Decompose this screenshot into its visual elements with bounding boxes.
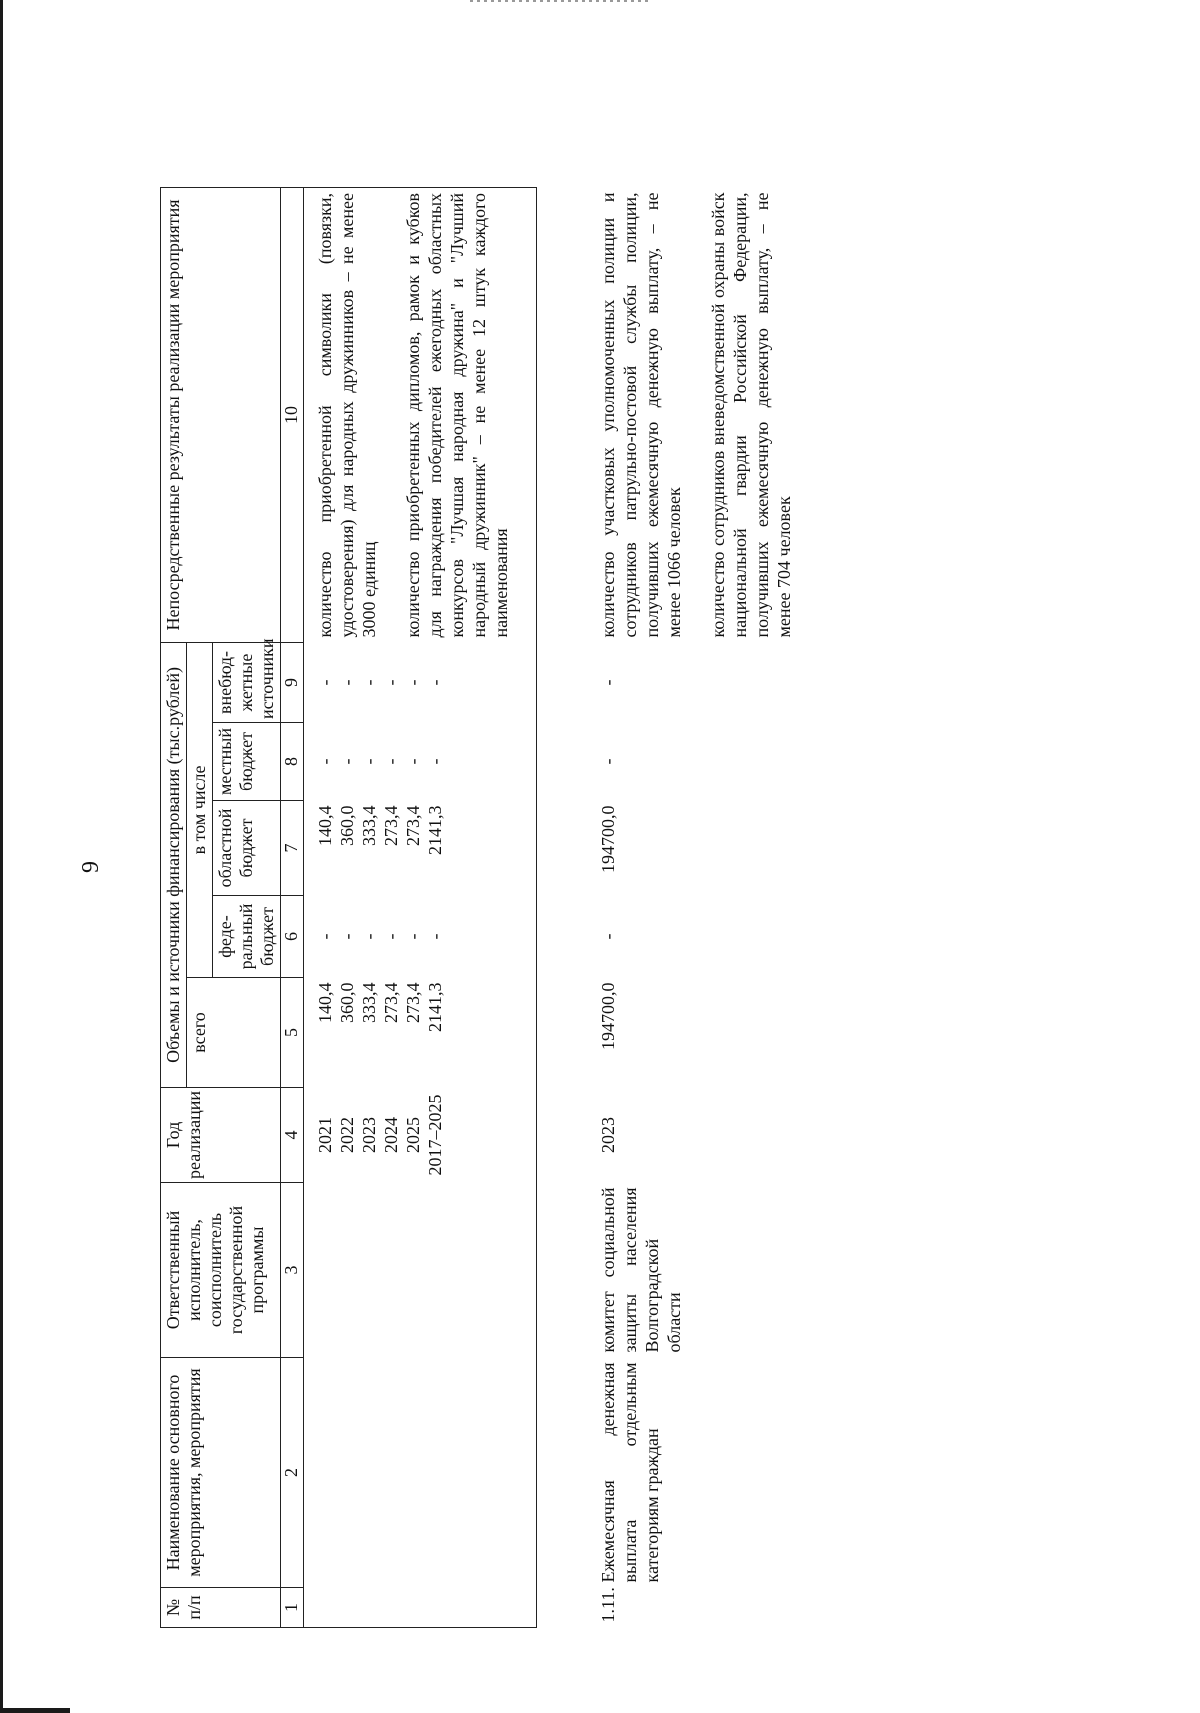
column-number: 1 (281, 1588, 304, 1628)
cell-local (304, 723, 537, 801)
regional-value: 273,4 (381, 805, 401, 846)
result-text: количество приобретенных дипломов, рамок и кубков для награждения победителей ежегодных областных конкурсов "Лучшая народная дружина" и "Лучший народный дружинник" – не менее 12 штук каждого наименования (403, 192, 511, 638)
cell-local: - (597, 758, 618, 765)
cell-results (304, 187, 537, 642)
extrabudget-value: - (337, 679, 357, 686)
extrabudget-value: - (381, 679, 401, 686)
column-number: 8 (281, 723, 304, 801)
table-row-separator (537, 187, 597, 1627)
extrabudget-value: - (315, 679, 335, 686)
regional-value: 140,4 (315, 805, 335, 846)
total-value: 273,4 (381, 982, 401, 1023)
table-row-1-11 (597, 187, 795, 1627)
program-measures-table (160, 187, 795, 1628)
local-value: - (425, 758, 445, 765)
federal-value: - (425, 933, 445, 940)
local-value: - (381, 758, 401, 765)
table-row-continuation (304, 187, 537, 1627)
header-col-extrabudget: внебюд-жетные источники (213, 642, 281, 722)
cell-total (304, 978, 537, 1088)
year-value: 2025 (403, 1117, 423, 1153)
cell-years (304, 1088, 537, 1183)
federal-value: - (315, 933, 335, 940)
cell-federal: - (597, 933, 618, 940)
total-value: 360,0 (337, 982, 357, 1023)
cell-results (597, 187, 795, 642)
cell-name (304, 1358, 537, 1588)
header-col-year: Год реализации (161, 1088, 281, 1183)
column-number: 6 (281, 896, 304, 978)
cell-executor: комитет социальной защиты населения Волгоградской области (597, 1187, 684, 1353)
column-number: 7 (281, 801, 304, 896)
cell-regional (304, 801, 537, 896)
total-value: 273,4 (403, 982, 423, 1023)
regional-value: 333,4 (359, 805, 379, 846)
cell-extrabudget (304, 642, 537, 722)
header-col-executor: Ответственный исполнитель, соисполнитель государственной программы (161, 1183, 281, 1358)
year-value: 2017–2025 (425, 1094, 445, 1176)
total-value: 140,4 (315, 982, 335, 1023)
regional-value: 273,4 (403, 805, 423, 846)
column-number: 9 (281, 642, 304, 722)
header-col-name: Наименование основного мероприятия, мероприятия (161, 1358, 281, 1588)
result-text: количество сотрудников вневедомственной охраны войск национальной гвардии Российской Федерации, получивших ежемесячную денежную выплату, – не менее 704 человек (707, 192, 794, 638)
local-value: - (337, 758, 357, 765)
column-number: 2 (281, 1358, 304, 1588)
cell-no: 1.11. (597, 1587, 618, 1623)
column-number: 5 (281, 978, 304, 1088)
local-value: - (359, 758, 379, 765)
result-text: количество приобретенной символики (повязки, удостоверения) для народных дружинников – не менее 3000 единиц (315, 192, 379, 638)
total-value: 333,4 (359, 982, 379, 1023)
page-number: 9 (78, 861, 104, 873)
header-col-no: № п/п (161, 1588, 281, 1628)
result-text: количество участковых уполномоченных полиции и сотрудников патрульно-постовой службы полиции, получивших ежемесячную денежную выплату, – не менее 1066 человек (597, 192, 684, 638)
regional-value: 360,0 (337, 805, 357, 846)
extrabudget-value: - (425, 679, 445, 686)
extrabudget-value: - (403, 679, 423, 686)
total-value: 2141,3 (425, 982, 445, 1032)
column-number: 3 (281, 1183, 304, 1358)
cell-total: 194700,0 (597, 982, 618, 1050)
cell-regional: 194700,0 (597, 805, 618, 873)
year-value: 2021 (315, 1117, 335, 1153)
header-col-total: всего (187, 978, 281, 1088)
header-col-funding: Объемы и источники финансирования (тыс.рублей) (161, 642, 187, 1087)
header-col-regional: областной бюджет (213, 801, 281, 896)
regional-value: 2141,3 (425, 805, 445, 855)
cell-no (304, 1588, 537, 1628)
column-number: 10 (281, 187, 304, 642)
header-col-including: в том числе (187, 642, 213, 977)
federal-value: - (337, 933, 357, 940)
year-value: 2023 (359, 1117, 379, 1153)
column-number: 4 (281, 1088, 304, 1183)
extrabudget-value: - (359, 679, 379, 686)
cell-extrabudget: - (597, 679, 618, 686)
cell-name: Ежемесячная денежная выплата отдельным категориям граждан (597, 1362, 662, 1583)
federal-value: - (403, 933, 423, 940)
year-value: 2024 (381, 1117, 401, 1153)
year-value: 2022 (337, 1117, 357, 1153)
local-value: - (315, 758, 335, 765)
header-col-local: местный бюджет (213, 723, 281, 801)
cell-executor (304, 1183, 537, 1358)
local-value: - (403, 758, 423, 765)
header-col-results: Непосредственные результаты реализации мероприятия (161, 187, 281, 642)
cell-year: 2023 (597, 1117, 618, 1153)
federal-value: - (359, 933, 379, 940)
header-col-federal: феде-ральный бюджет (213, 896, 281, 978)
cell-federal (304, 896, 537, 978)
federal-value: - (381, 933, 401, 940)
